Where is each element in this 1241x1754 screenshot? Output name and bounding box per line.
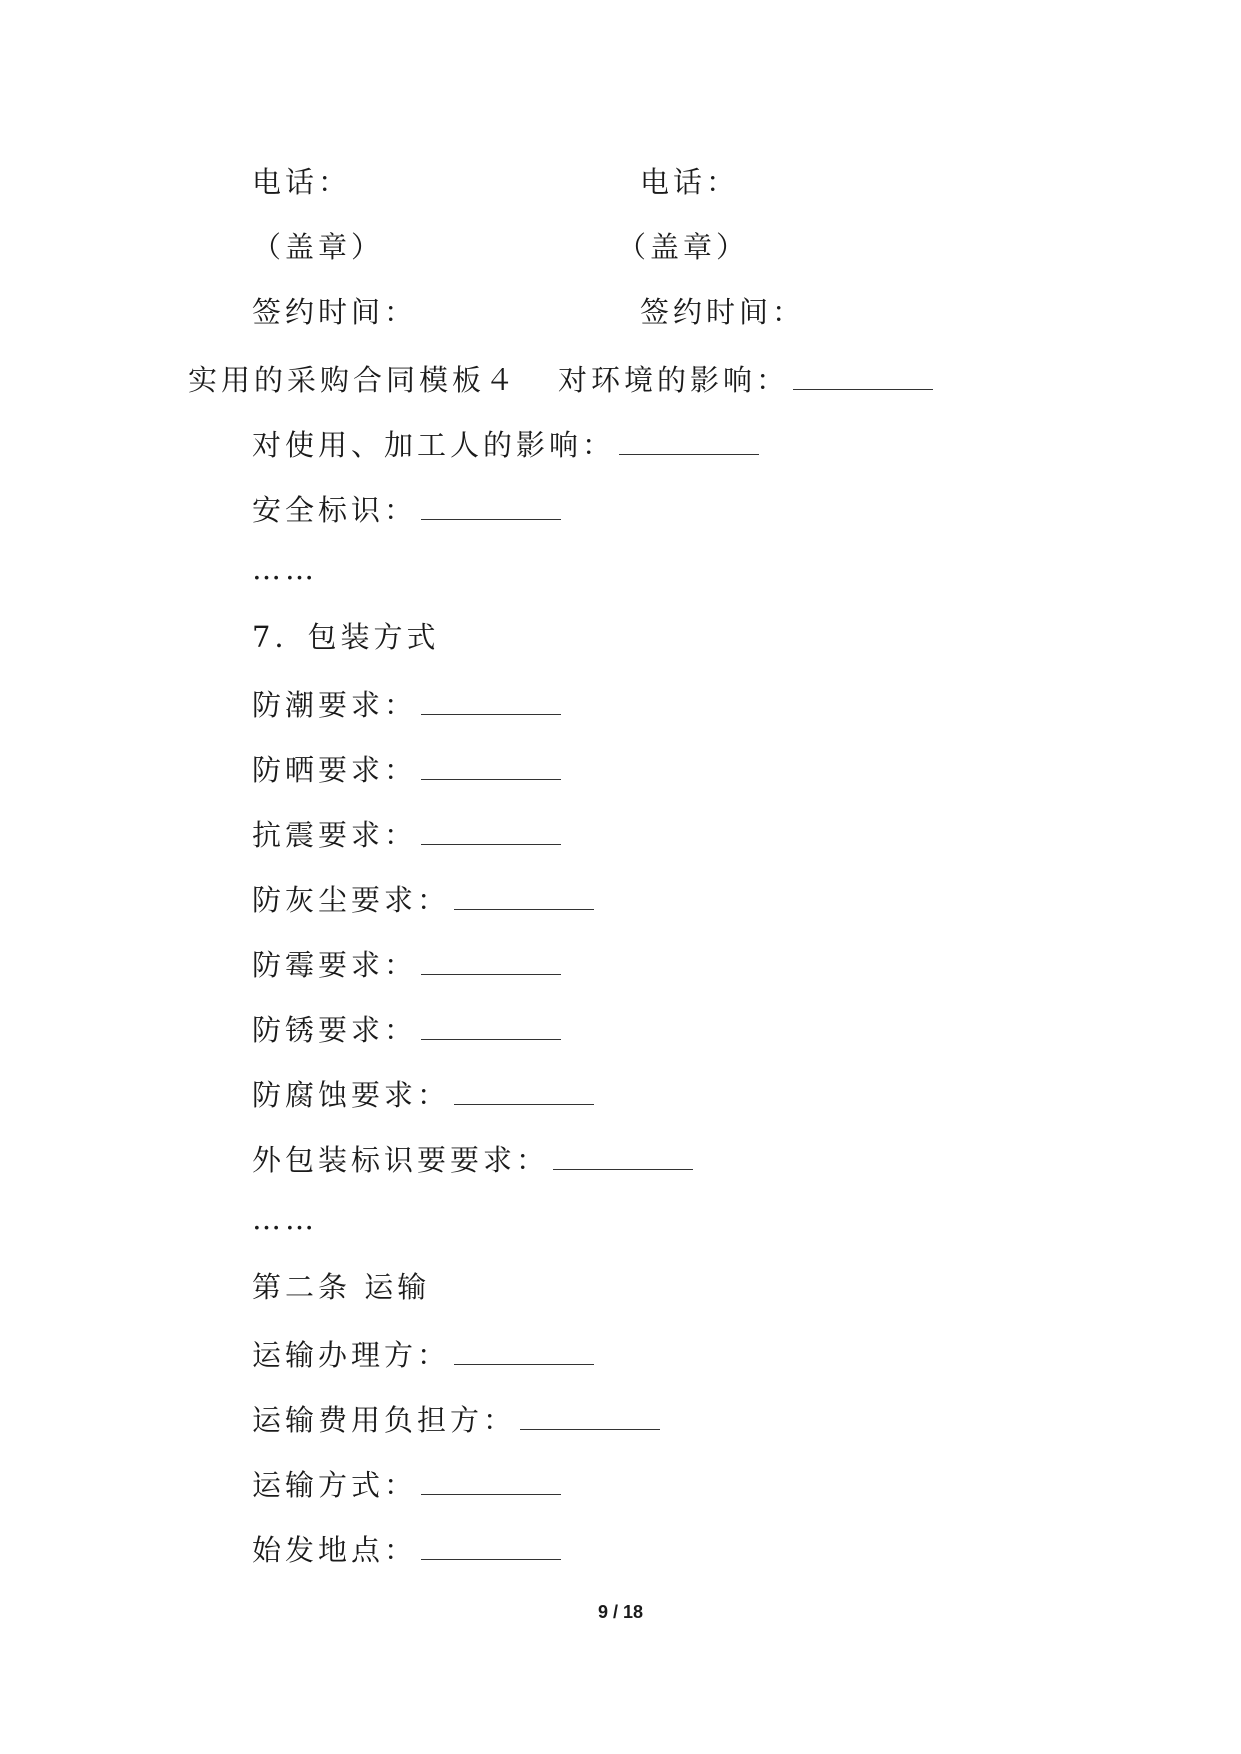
right-seal-label: （盖章） [617,230,750,264]
transport-item-line [252,1399,660,1438]
packaging-item-label: 防晒要求： [252,753,418,787]
transport-item-line [252,1334,594,1373]
packaging-item-line [252,1009,561,1048]
left-date-label: 签约时间： [252,295,418,329]
packaging-item-label: 防霉要求： [252,948,418,982]
packaging-item-blank[interactable] [454,879,594,910]
transport-item-label: 始发地点： [252,1533,418,1567]
transport-item-line [252,1464,561,1503]
section-7-heading: 7．包装方式 [252,620,440,654]
packaging-item-line [252,749,561,788]
user-impact-label: 对使用、加工人的影响： [252,428,616,462]
packaging-item-label: 防锈要求： [252,1013,418,1047]
packaging-item-label: 防灰尘要求： [252,883,451,917]
user-impact-blank[interactable] [619,424,759,455]
packaging-item-line [252,1139,693,1178]
safety-mark-line [252,489,561,528]
transport-item-blank[interactable] [454,1334,594,1365]
left-seal-label: （盖章） [252,230,385,264]
packaging-item-blank[interactable] [553,1139,693,1170]
right-phone-label: 电话： [640,165,740,199]
packaging-item-blank[interactable] [421,749,561,780]
safety-mark-label: 安全标识： [252,493,418,527]
template-title [188,359,933,398]
transport-item-blank[interactable] [421,1464,561,1495]
template-title-text: 实用的采购合同模板４ [188,363,519,397]
transport-item-label: 运输方式： [252,1468,418,1502]
packaging-item-line [252,944,561,983]
transport-item-label: 运输费用负担方： [252,1403,517,1437]
transport-item-label: 运输办理方： [252,1338,451,1372]
packaging-item-blank[interactable] [421,684,561,715]
packaging-item-line [252,684,561,723]
environment-impact-label: 对环境的影响： [558,363,790,397]
packaging-item-line [252,1074,594,1113]
safety-mark-blank[interactable] [421,489,561,520]
packaging-item-label: 抗震要求： [252,818,418,852]
right-date-label: 签约时间： [640,295,806,329]
packaging-item-blank[interactable] [421,814,561,845]
packaging-item-blank[interactable] [421,1009,561,1040]
packaging-item-line [252,879,594,918]
article-2-heading: 第二条 运输 [252,1270,431,1304]
transport-item-line [252,1529,561,1568]
packaging-item-label: 防腐蚀要求： [252,1078,451,1112]
packaging-item-blank[interactable] [454,1074,594,1105]
packaging-item-label: 外包装标识要要求： [252,1143,550,1177]
left-phone-label: 电话： [252,165,352,199]
packaging-item-blank[interactable] [421,944,561,975]
ellipsis-1: …… [252,552,318,586]
environment-impact-blank[interactable] [793,359,933,390]
packaging-item-label: 防潮要求： [252,688,418,722]
transport-item-blank[interactable] [520,1399,660,1430]
transport-item-blank[interactable] [421,1529,561,1560]
page-number: 9 / 18 [597,1602,644,1622]
packaging-item-line [252,814,561,853]
user-impact-line [252,424,759,463]
ellipsis-2: …… [252,1202,318,1236]
